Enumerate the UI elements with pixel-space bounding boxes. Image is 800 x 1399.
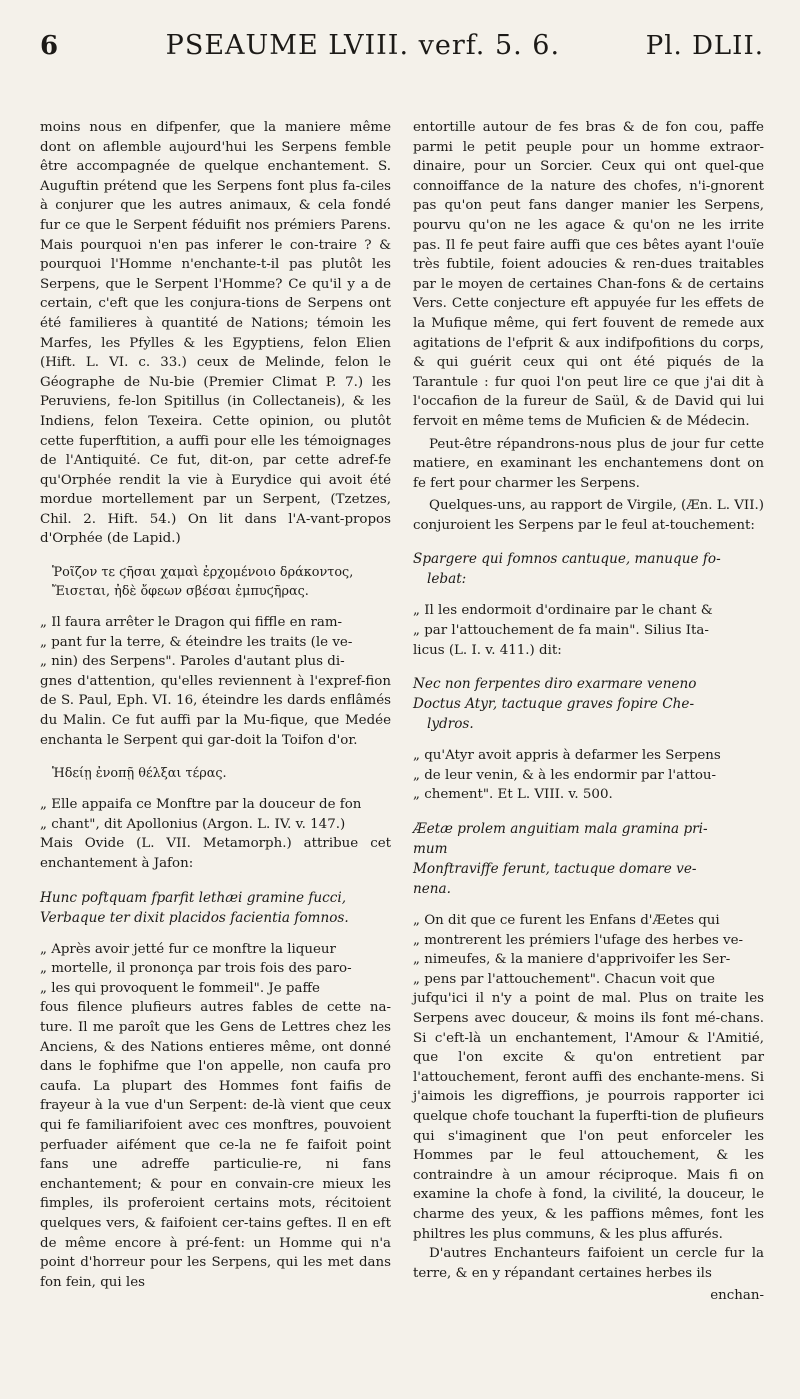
greek-line: Ἡδείῃ ἐνοπῇ θέλξαι τέρας. — [52, 766, 227, 782]
verse-line: Monftraviffe ferunt, tactuque domare ve- — [413, 861, 697, 878]
quote-line: licus (L. I. v. 411.) dit: — [413, 642, 562, 658]
quote-line: „ montrerent les prémiers l'ufage des herbes ve- — [413, 932, 744, 948]
quote-line: „ chement". Et L. VIII. v. 500. — [413, 787, 613, 803]
paragraph: fous filence plufieurs autres fables de cette na-ture. Il me paroît que les Gens de Lettres chez les Anciens, & des Nations entieres même, ont donné dans le fophifme que l'on appelle, non caufa pro caufa. La plupart des Hommes font faifis de frayeur à la vue d'un Serpent: de-là vient que ceux qui fe familiarifoient avec ces monftres, pouvoient perfuader aifément que ce-la ne fe faifoit point fans une adreffe particulie-re, ni fans enchantement; & pour en convain-cre mieux les fimples, ils proferoient certains mots, récitoient quelques vers, & faifoient cer-tains geftes. Il en eft de même encore à pré-fent: un Homme qui n'a point d'horreur pour les Serpens, qui les met dans fon fein, qui les — [40, 1000, 391, 1290]
quote-line: „ mortelle, il prononça par trois fois des paro- — [40, 961, 352, 977]
plate-number: Pl. DLII. — [645, 31, 764, 61]
latin-verse — [413, 674, 764, 734]
paragraph: jufqu'ici il n'y a point de mal. Plus on traite les Serpens avec douceur, & moins ils font mé-chans. Si c'eft-là un enchantement, l'Amour & l'Amitié, que l'on excite & qu'on entretient par l'attouchement, feront auffi des enchante-mens. Si j'aimois les digreffions, je pourrois rapporter ici quelque chofe touchant la fuperfti-tion de plufieurs qui s'imaginent que l'on peut enforceler les Hommes par le feul attouchement, & les contraindre à un amour réciproque. Mais fi on examine la chofe à fond, la civilité, la douceur, le charme des yeux, & les paffions mêmes, font les philtres les plus communs, & les plus affurés. — [413, 991, 764, 1242]
latin-verse — [40, 888, 391, 928]
quote-line: „ Après avoir jetté fur ce monftre la liqueur — [40, 941, 336, 957]
greek-line: Ῥοῖζον τε ϛῆσαι χαμαὶ ἐρχομένοιο δράκοντος, — [52, 565, 354, 581]
verse-line: mum — [413, 841, 448, 858]
translation-quote — [413, 601, 764, 660]
verse-line: lebat: — [427, 571, 467, 588]
latin-verse — [413, 549, 764, 589]
paragraph: moins nous en difpenfer, que la maniere même dont on aflemble aujourd'hui les Serpens femble être accompagnée de quelque enchantement. S. Auguftin prétend que les Serpens font plus fa-ciles à conjurer que les autres animaux, & cela fondé fur ce que le Serpent féduifit nos prémiers Parens. Mais pourquoi n'en pas inferer le con-traire ? & pourquoi l'Homme n'enchante-t-il pas plutôt les Serpens, que le Serpent l'Homme? Ce qu'il y a de certain, c'eft que les conjura-tions de Serpens ont été familieres à quantité de Nations; témoin les Marfes, les Pfylles & les Egyptiens, felon Elien (Hift. L. VI. c. 33.) ceux de Melinde, felon le Géographe de Nu-bie (Premier Climat P. 7.) les Peruviens, fe-lon Spitillus (in Collectaneis), & les Indiens, felon Texeira. Cette opinion, ou plutôt cette fuperftition, a auffi pour elle les témoignages de l'Antiquité. Ce fut, dit-on, par cette adref-fe qu'Orphée rendit la vie à Eurydice qui avoit été mordue mortellement par un Serpent, (Tzetzes, Chil. 2. Hift. 54.) On lit dans l'A-vant-propos d'Orphée (de Lapid.) — [40, 120, 391, 547]
verse-line: Nec non ferpentes diro exarmare veneno — [413, 676, 697, 693]
quote-line: „ Il les endormoit d'ordinaire par le chant & — [413, 603, 713, 619]
verse-line: nena. — [413, 881, 451, 898]
quote-line: „ Elle appaifa ce Monftre par la douceur de fon — [40, 797, 362, 813]
quote-line: „ pant fur la terre, & éteindre les traits (le ve- — [40, 634, 353, 650]
latin-verse — [413, 819, 764, 899]
quote-line: „ qu'Atyr avoit appris à defarmer les Serpens — [413, 748, 721, 764]
right-column — [413, 118, 764, 1306]
catchword: enchan- — [710, 1288, 764, 1304]
verse-line: Spargere qui fomnos cantuque, manuque fo- — [413, 551, 721, 568]
verse-line: Verbaque ter dixit placidos facientia fomnos. — [40, 909, 349, 926]
verse-line: Hunc poftquam fparfit lethæi gramine fucci, — [40, 889, 347, 906]
paragraph: gnes d'attention, qu'elles reviennent à l'expref-fion de S. Paul, Eph. VI. 16, éteindre les dards enflâmés du Malin. Ce fut auffi par la Mu-fique, que Medée enchanta le Serpent qui gar-doit la Toifon d'or. — [40, 673, 391, 748]
left-column — [40, 118, 391, 1306]
greek-quotation — [40, 563, 391, 601]
running-title: PSEAUME LVIII. verf. 5. 6. — [165, 30, 561, 61]
page-number: 6 — [40, 31, 59, 61]
translation-quote — [413, 911, 764, 1244]
page-header — [40, 30, 764, 82]
translation-quote — [40, 795, 391, 873]
paragraph: entortille autour de fes bras & de fon cou, paffe parmi le petit peuple pour un homme extraor-dinaire, pour un Sorcier. Ceux qui ont quel-que connoiffance de la nature des chofes, n'i-gnorent pas qu'on peut fans danger manier les Serpens, pourvu qu'on ne les agace & qu'on ne les irrite pas. Il fe peut faire auffi que ces bêtes ayant l'ouïe très fubtile, foient adoucies & ren-dues traitables par le moyen de certaines Chan-fons & de certains Vers. Cette conjecture eft appuyée fur les effets de la Mufique même, qui fert fouvent de remede aux agitations de l'efprit & aux indifpofitions du corps, & qui guérit ceux qui ont été piqués de la Tarantule : fur quoi l'on peut lire ce que j'ai dit à l'occafion de la fureur de Saül, & de David qui lui fervoit en même tems de Muficien & de Médecin. — [413, 120, 764, 429]
greek-line: Ἔισεται, ἠδὲ ὄφεων σβέσαι ἐμπυϛῆρας. — [52, 584, 309, 600]
greek-quotation — [40, 764, 391, 783]
quote-line: „ pens par l'attouchement". Chacun voit que — [413, 971, 715, 987]
quote-line: „ les qui provoquent le fommeil". Je paffe — [40, 980, 320, 996]
quote-line: „ nimeufes, & la maniere d'apprivoifer les Ser- — [413, 952, 731, 968]
translation-quote — [413, 746, 764, 805]
quote-line: „ On dit que ce furent les Enfans d'Æetes qui — [413, 913, 720, 929]
verse-line: Doctus Atyr, tactuque graves fopire Che- — [413, 696, 695, 713]
verse-line: lydros. — [427, 716, 474, 733]
paragraph: Mais Ovide (L. VII. Metamorph.) attribue cet enchantement à Jafon: — [40, 836, 391, 871]
text-columns — [40, 118, 764, 1306]
quote-line: „ nin) des Serpens". Paroles d'autant plus di- — [40, 654, 345, 670]
paragraph: Quelques-uns, au rapport de Virgile, (Æn. L. VII.) conjuroient les Serpens par le feul at-touchement: — [413, 498, 764, 533]
paragraph: D'autres Enchanteurs faifoient un cercle fur la terre, & en y répandant certaines herbes ils — [413, 1246, 764, 1281]
paragraph: Peut-être répandrons-nous plus de jour fur cette matiere, en examinant les enchantemens dont on fe fert pour charmer les Serpens. — [413, 436, 764, 491]
translation-quote — [40, 613, 391, 750]
quote-line: „ chant", dit Apollonius (Argon. L. IV. v. 147.) — [40, 816, 346, 832]
quote-line: „ de leur venin, & à les endormir par l'attou- — [413, 767, 717, 783]
quote-line: „ par l'attouchement de fa main". Silius Ita- — [413, 623, 709, 639]
quote-line: „ Il faura arrêter le Dragon qui fiffle en ram- — [40, 615, 343, 631]
verse-line: Æetæ prolem anguitiam mala gramina pri- — [413, 821, 708, 838]
translation-quote — [40, 940, 391, 1293]
